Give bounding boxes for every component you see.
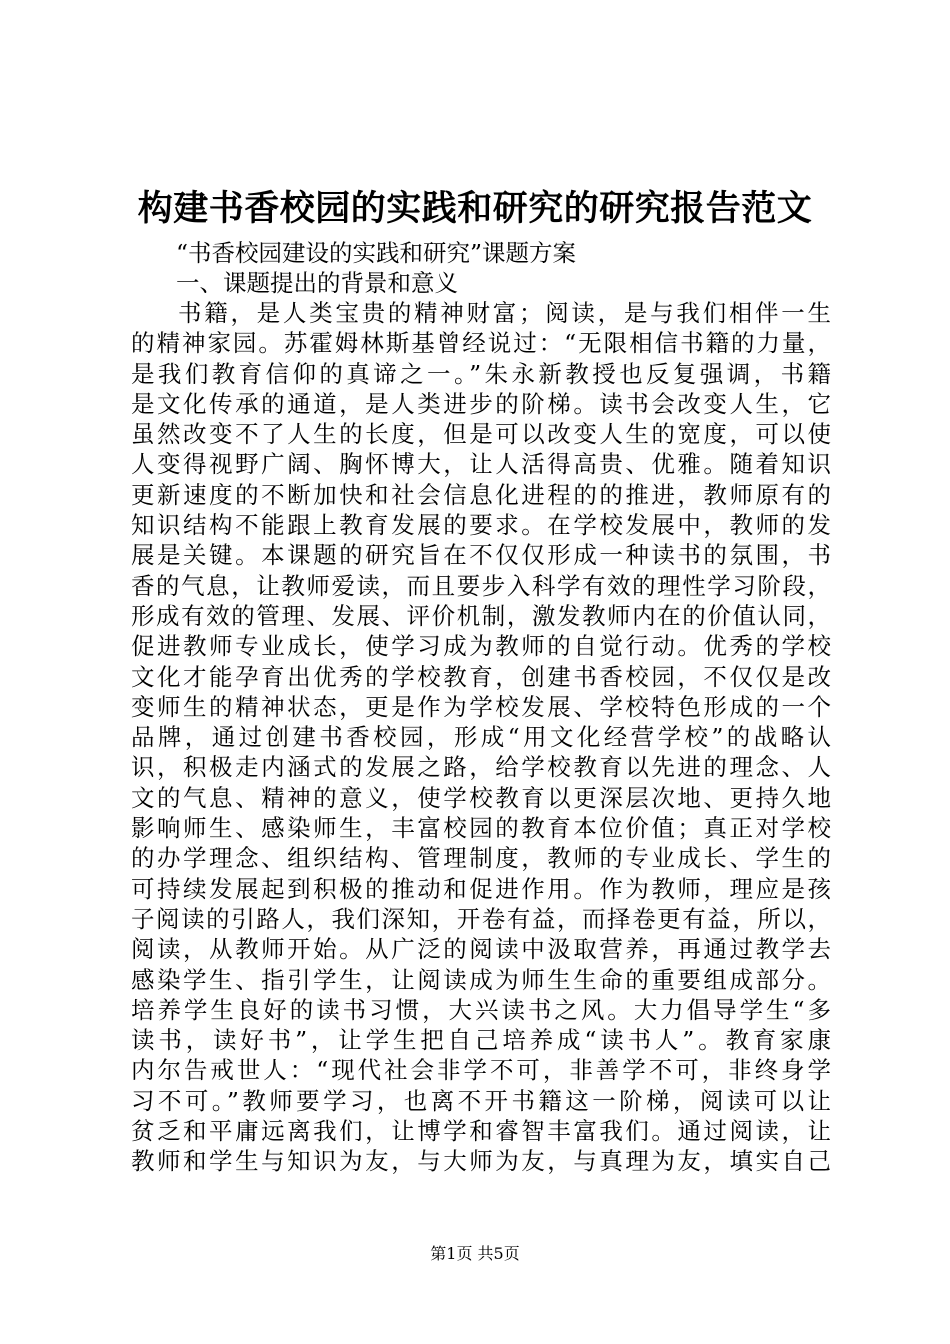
paragraph-line: 识，积极走内涵式的发展之路，给学校教育以先进的理念、人 xyxy=(131,753,831,782)
paragraph-line: 读书，读好书”，让学生把自己培养成“读书人”。教育家康 xyxy=(131,1026,831,1055)
paragraph-line: 子阅读的引路人，我们深知，开卷有益，而择卷更有益，所以， xyxy=(131,904,831,933)
paragraph-line: 展是关键。本课题的研究旨在不仅仅形成一种读书的氛围，书 xyxy=(131,541,831,570)
body-paragraph xyxy=(131,298,831,1177)
paragraph-line: 感染学生、指引学生，让阅读成为师生生命的重要组成部分。 xyxy=(131,965,831,994)
section-heading: 一、课题提出的背景和意义 xyxy=(176,269,458,297)
paragraph-line: 的精神家园。苏霍姆林斯基曾经说过：“无限相信书籍的力量， xyxy=(131,329,831,358)
paragraph-line: 的办学理念、组织结构、管理制度，教师的专业成长、学生的 xyxy=(131,844,831,873)
paragraph-line: 内尔告戒世人：“现代社会非学不可，非善学不可，非终身学 xyxy=(131,1056,831,1085)
paragraph-line: 影响师生、感染师生，丰富校园的教育本位价值；真正对学校 xyxy=(131,814,831,843)
paragraph-line: 可持续发展起到积极的推动和促进作用。作为教师，理应是孩 xyxy=(131,874,831,903)
document-subtitle: “书香校园建设的实践和研究”课题方案 xyxy=(176,239,577,267)
paragraph-line: 培养学生良好的读书习惯，大兴读书之风。大力倡导学生“多 xyxy=(131,995,831,1024)
paragraph-line: 变师生的精神状态，更是作为学校发展、学校特色形成的一个 xyxy=(131,692,831,721)
paragraph-line: 知识结构不能跟上教育发展的要求。在学校发展中，教师的发 xyxy=(131,511,831,540)
paragraph-line: 虽然改变不了人生的长度，但是可以改变人生的宽度，可以使 xyxy=(131,420,831,449)
paragraph-line: 习不可。”教师要学习，也离不开书籍这一阶梯，阅读可以让 xyxy=(131,1086,831,1115)
paragraph-line: 人变得视野广阔、胸怀博大，让人活得高贵、优雅。随着知识 xyxy=(131,450,831,479)
paragraph-line: 教师和学生与知识为友，与大师为友，与真理为友，填实自己 xyxy=(131,1147,831,1176)
paragraph-line: 文的气息、精神的意义，使学校教育以更深层次地、更持久地 xyxy=(131,783,831,812)
paragraph-line: 促进教师专业成长，使学习成为教师的自觉行动。优秀的学校 xyxy=(131,632,831,661)
paragraph-line: 书籍，是人类宝贵的精神财富；阅读，是与我们相伴一生 xyxy=(178,299,831,327)
paragraph-line: 品牌，通过创建书香校园，形成“用文化经营学校”的战略认 xyxy=(131,723,831,752)
paragraph-line: 文化才能孕育出优秀的学校教育，创建书香校园，不仅仅是改 xyxy=(131,662,831,691)
paragraph-line: 香的气息，让教师爱读，而且要步入科学有效的理性学习阶段， xyxy=(131,571,831,600)
paragraph-line: 是文化传承的通道，是人类进步的阶梯。读书会改变人生，它 xyxy=(131,389,831,418)
paragraph-line: 贫乏和平庸远离我们，让博学和睿智丰富我们。通过阅读，让 xyxy=(131,1117,831,1146)
page-number-footer: 第1页 共5页 xyxy=(430,1244,520,1263)
paragraph-line: 阅读，从教师开始。从广泛的阅读中汲取营养，再通过教学去 xyxy=(131,935,831,964)
paragraph-line: 形成有效的管理、发展、评价机制，激发教师内在的价值认同， xyxy=(131,601,831,630)
paragraph-line: 是我们教育信仰的真谛之一。”朱永新教授也反复强调，书籍 xyxy=(131,359,831,388)
paragraph-line: 更新速度的不断加快和社会信息化进程的的推进，教师原有的 xyxy=(131,480,831,509)
document-title: 构建书香校园的实践和研究的研究报告范文 xyxy=(137,188,813,229)
